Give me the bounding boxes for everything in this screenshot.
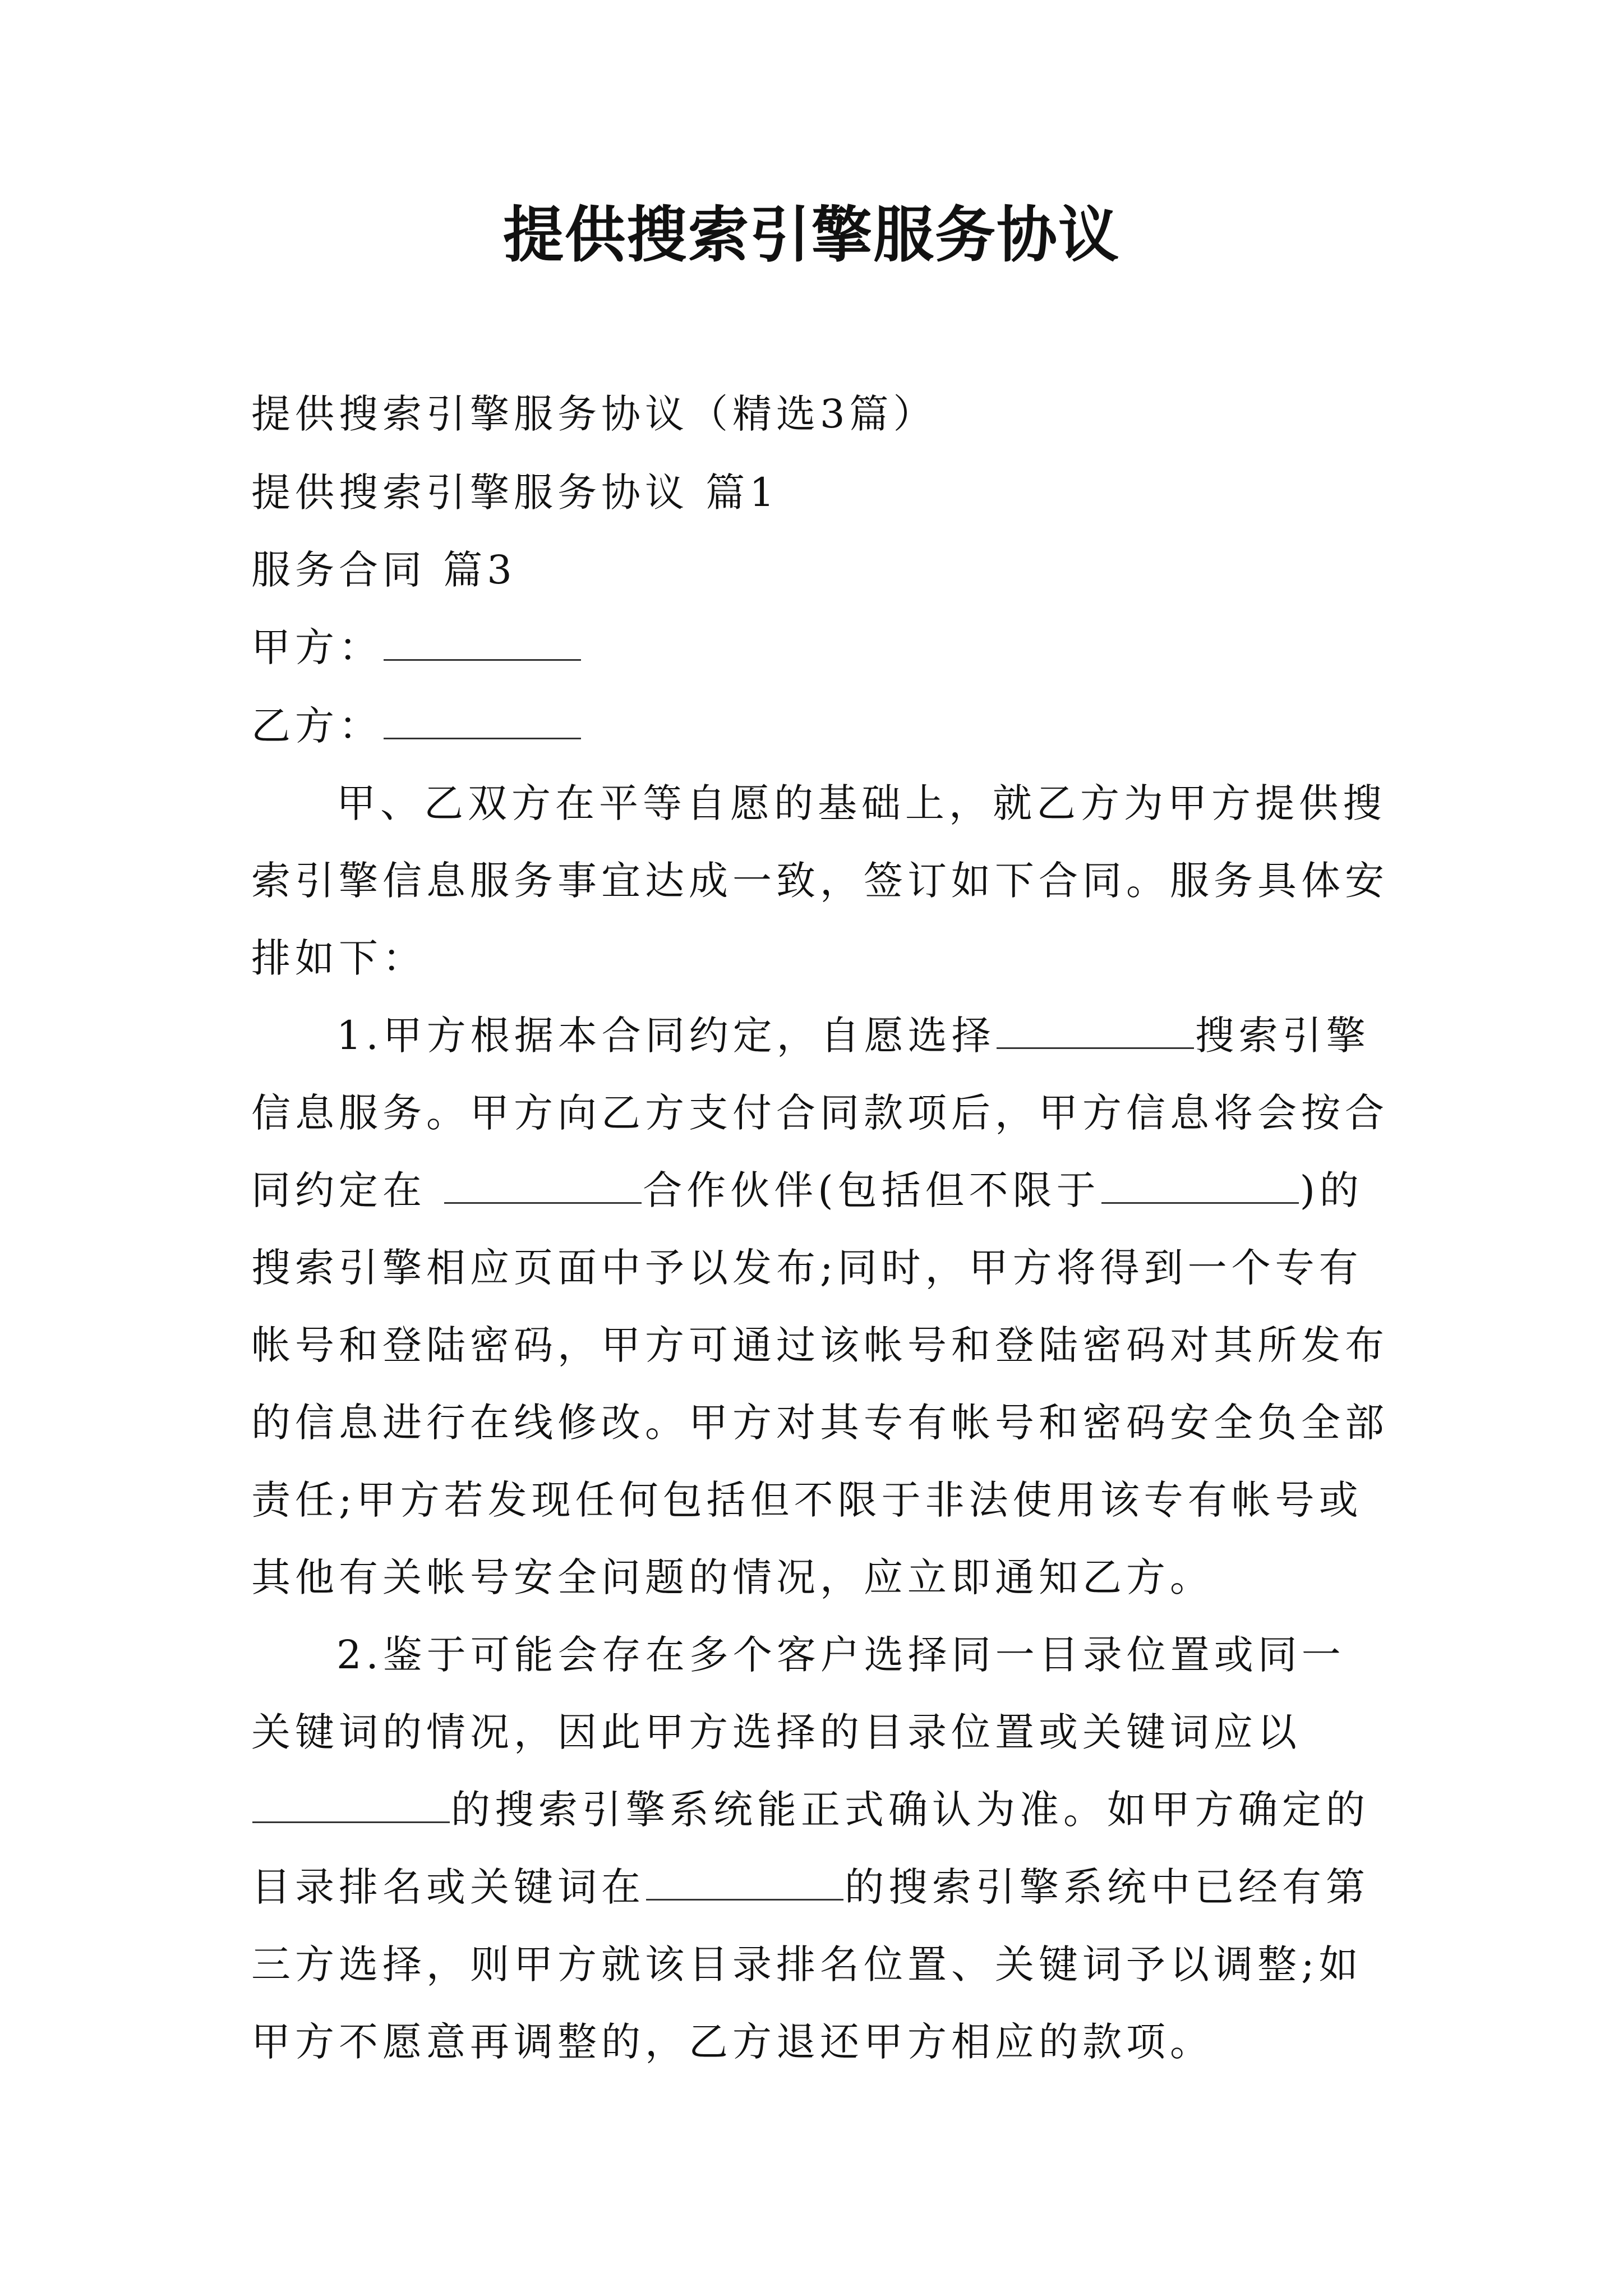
clause1-blank-3 xyxy=(1101,1202,1299,1204)
intro-line-3: 排如下： xyxy=(251,935,426,981)
clause1-line-1-text-a: 1.甲方根据本合同约定，自愿选择 xyxy=(336,1013,995,1059)
section-heading: 提供搜索引擎服务协议 篇1 xyxy=(251,470,779,516)
clause2-line-5: 三方选择，则甲方就该目录排名位置、关键词予以调整;如 xyxy=(251,1941,1363,1987)
clause1-line-8: 其他有关帐号安全问题的情况，应立即通知乙方。 xyxy=(251,1554,1214,1600)
clause1-line-1 xyxy=(336,1009,1475,1062)
clause1-line-4: 搜索引擎相应页面中予以发布;同时，甲方将得到一个专有 xyxy=(251,1245,1363,1291)
clause1-line-3 xyxy=(251,1163,1390,1217)
clause2-line-4 xyxy=(251,1860,1390,1914)
clause1-line-1-text-b: 搜索引擎 xyxy=(1195,1013,1370,1059)
clause2-line-4-text-a: 目录排名或关键词在 xyxy=(251,1864,645,1910)
clause1-line-7: 责任;甲方若发现任何包括但不限于非法使用该专有帐号或 xyxy=(251,1477,1363,1523)
clause1-line-3-text-b: 合作伙伴(包括但不限于 xyxy=(643,1167,1100,1213)
clause1-blank-2 xyxy=(444,1202,642,1204)
clause2-blank-2 xyxy=(646,1898,843,1901)
document-title: 提供搜索引擎服务协议 xyxy=(502,200,1120,270)
clause1-line-6: 的信息进行在线修改。甲方对其专有帐号和密码安全负全部 xyxy=(251,1400,1389,1446)
clause1-line-3-text-a: 同约定在 xyxy=(251,1167,444,1213)
clause2-line-3-text-b: 的搜索引擎系统能正式确认为准。如甲方确定的 xyxy=(451,1787,1370,1833)
party-a-line xyxy=(251,620,1390,674)
party-b-label: 乙方： xyxy=(251,703,382,749)
clause2-line-2: 关键词的情况，因此甲方选择的目录位置或关键词应以 xyxy=(251,1709,1301,1755)
clause2-line-4-text-b: 的搜索引擎系统中已经有第 xyxy=(845,1864,1370,1910)
document-subtitle: 提供搜索引擎服务协议（精选3篇） xyxy=(251,391,937,437)
party-a-label: 甲方： xyxy=(251,624,382,670)
clause2-blank-1 xyxy=(252,1821,450,1823)
clause1-line-2: 信息服务。甲方向乙方支付合同款项后，甲方信息将会按合 xyxy=(251,1090,1389,1136)
contract-subheading: 服务合同 篇3 xyxy=(251,547,517,593)
clause1-line-5: 帐号和登陆密码，甲方可通过该帐号和登陆密码对其所发布 xyxy=(251,1322,1389,1368)
clause2-line-3 xyxy=(251,1783,1390,1837)
party-b-blank xyxy=(384,737,581,739)
clause2-line-1: 2.鉴于可能会存在多个客户选择同一目录位置或同一 xyxy=(336,1632,1345,1678)
party-b-line xyxy=(251,699,1390,753)
clause1-blank-1 xyxy=(997,1047,1194,1049)
intro-line-1: 甲、乙双方在平等自愿的基础上，就乙方为甲方提供搜 xyxy=(336,780,1386,826)
party-a-blank xyxy=(384,659,581,661)
clause1-line-3-text-c: )的 xyxy=(1299,1167,1363,1213)
intro-line-2: 索引擎信息服务事宜达成一致，签订如下合同。服务具体安 xyxy=(251,858,1389,904)
clause2-line-6: 甲方不愿意再调整的，乙方退还甲方相应的款项。 xyxy=(251,2019,1214,2065)
